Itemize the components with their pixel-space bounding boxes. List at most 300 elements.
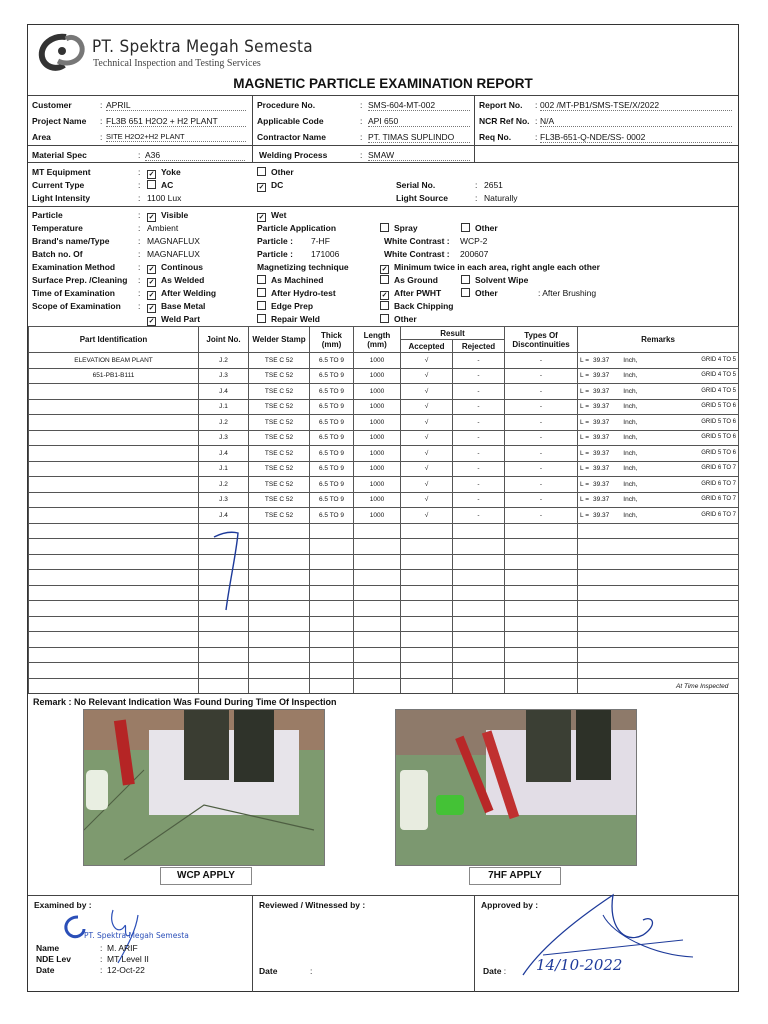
table-footnote: At Time Inspected	[676, 683, 729, 690]
checkbox-checked-icon: ✓	[258, 184, 265, 191]
welding-label: Welding Process	[259, 150, 328, 160]
empty-cell	[453, 554, 505, 570]
cell-acc: √	[401, 399, 453, 415]
checkbox-icon	[257, 288, 266, 297]
req-label: Req No.	[479, 132, 512, 142]
cell-joint: J.2	[199, 353, 249, 369]
remark-len: 39.37	[593, 418, 610, 426]
cell-part	[29, 430, 199, 446]
cell-rej: -	[453, 477, 505, 493]
remark-unit: Inch,	[623, 418, 638, 426]
nde-level: MT Level II	[107, 954, 149, 964]
serial-label: Serial No.	[396, 180, 436, 190]
req-value: FL3B-651-Q-NDE/SS- 0002	[540, 132, 732, 143]
cell-remarks	[578, 508, 739, 524]
surface-prep-label: Surface Prep. /Cleaning	[32, 275, 128, 285]
remark-len: 39.37	[593, 465, 610, 473]
cell-stamp: TSE C 52	[249, 508, 310, 524]
cell-joint: J.1	[199, 461, 249, 477]
report-sheet: PT. Spektra Megah Semesta Technical Inspection and Testing Services MAGNETIC PARTICLE EXAMINATION REPORT Customer : APRIL Project Name : FL3B 651 H2O2 + H2 PLANT Area : SITE H2O2+H2 PLANT Procedure No. : SMS-604-MT-002 Applicable Code : API 650 Contractor Name : PT. TIMAS SUPLINDO Report No. : 002 /MT-PB1/SMS-TSE/X/2022 NCR Ref No. : N/A Req No. : FL3B-651-Q-NDE/SS- 0002 Material Spec : A36 Welding Process : SMAW MT Equipment : ✓ Yoke Other Current Type : AC ✓ DC Serial No. : 2651 Light Intensity : 1100 Lux Light Source : Naturally Particle : ✓ Visible ✓ Wet Temperature : Ambient Particle Application Spray Other Brand's name/Type : MAGNAFLUX Particle : 7-HF White Contrast : WCP-2 Batch no. Of : MAGNAFLUX Particle : 171006 White Contrast : 200607 Examination Method : ✓ Continous Magnetizing technique ✓ Minimum twice in each area, right angle each other Surface Prep. /Cleaning : ✓ As Welded As Machined As Ground Solvent Wipe Time of Examination : ✓ After Welding After Hydro-test ✓ After PWHT Other : After Brushing Scope of Examination : ✓ Base Metal Edge Prep Back Chipping ✓ Weld Part Repair Weld Other Part Identification Joint No. Welder Stamp Thick (mm) Length (mm) Result Types Of Discontinuities Remarks Accepted Rejected ELEVATION BEAM PLANT J.2 TSE C 52 6.5 TO 9 1000 √ - - L = 39.37 Inch, GRID 4 TO 5 651-PB1-B111 J.3 TSE C 52 6.5 TO 9 1000 √ - - L = 39.37 Inch, GRID 4 TO 5 J.4 TSE C 52 6.5 TO 9 1000 √ - - L = 39.37 Inch, GRID 4 TO 5 J.1 TSE C 52 6.5 TO 9 1000 √ - - L = 39.37 Inch, GRID 5 TO 6 J.2 TSE C 52 6.5 TO 9 1000 √ - - L = 39.37 Inch, GRID 5 TO 6 J.3 TSE C 52 6.5 TO 9 1000 √ - - L = 39.37 Inch, GRID 5 TO 6 J.4 TSE C 52 6.5 TO 9 1000 √ - - L = 39.37 Inch, GRID 5 TO 6 J.1 TSE C 52 6.5 TO 9 1000 √ - - L = 39.37 Inch, GRID 6 TO 7 J.2 TSE C 52 6.5 TO 9 1000 √ - - L = 39.37 Inch, GRID 6 TO 7 J.3 TSE C 52 6.5 TO 9 1000 √ - - L = 39.37 Inch, GRID 6 TO 7 J.4 TSE C 52 6.5 TO 9 1000 √ - - L = 39.37 Inch, GRID 6 TO 7 At Time Inspected Remark : No Relevant Indication Was Found During Time Of Inspection WCP APPLY 7HF APPLY Examined by : Reviewed / Witnessed by : Approved by : PT. Spektra Megah Semesta Name : M. ARIF NDE Lev : MT Level II Date : 12-Oct-22 Date : Date : 14/10-2022	[27, 24, 739, 992]
header-length: Length (mm)	[354, 327, 401, 353]
remark-grid: GRID 5 TO 6	[701, 449, 737, 456]
cell-part	[29, 477, 199, 493]
empty-cell	[401, 616, 453, 632]
empty-cell	[401, 554, 453, 570]
cell-part	[29, 461, 199, 477]
remark-grid: GRID 4 TO 5	[701, 387, 737, 394]
empty-cell	[453, 663, 505, 679]
remark-grid: GRID 5 TO 6	[701, 434, 737, 441]
empty-cell	[453, 616, 505, 632]
empty-cell	[354, 585, 401, 601]
empty-cell	[505, 554, 578, 570]
empty-cell	[29, 570, 199, 586]
checkbox-icon	[461, 223, 470, 232]
visible-option: ✓ Visible	[148, 210, 189, 221]
contractor-value: PT. TIMAS SUPLINDO	[368, 132, 470, 143]
empty-cell	[29, 632, 199, 648]
yoke-option: ✓ Yoke	[148, 167, 181, 178]
customer-label: Customer	[32, 100, 72, 110]
cell-type: -	[505, 399, 578, 415]
divider	[474, 895, 475, 992]
empty-cell	[310, 601, 354, 617]
cell-remarks	[578, 399, 739, 415]
empty-cell	[29, 523, 199, 539]
empty-cell	[453, 523, 505, 539]
empty-cell	[401, 585, 453, 601]
particle-type-value: 7-HF	[311, 236, 330, 246]
cell-acc: √	[401, 353, 453, 369]
remark-l: L =	[580, 418, 589, 426]
cell-length: 1000	[354, 446, 401, 462]
empty-cell	[401, 678, 453, 694]
remark-len: 39.37	[593, 372, 610, 380]
photo-7hf-apply	[395, 709, 637, 866]
cell-joint: J.4	[199, 446, 249, 462]
header-result: Result	[401, 327, 505, 340]
temperature-value: Ambient	[147, 223, 179, 233]
remark-grid: GRID 6 TO 7	[701, 465, 737, 472]
empty-cell	[354, 678, 401, 694]
light-source-label: Light Source	[396, 193, 448, 203]
particle-batch-value: 171006	[311, 249, 340, 259]
header-types: Types Of Discontinuities	[505, 327, 578, 353]
cell-remarks	[578, 415, 739, 431]
cell-acc: √	[401, 477, 453, 493]
remark-unit: Inch,	[623, 403, 638, 411]
cell-part: 651-PB1-B111	[29, 368, 199, 384]
empty-cell	[401, 523, 453, 539]
empty-cell	[578, 585, 739, 601]
cell-remarks	[578, 430, 739, 446]
cell-acc: √	[401, 461, 453, 477]
empty-cell	[505, 678, 578, 694]
ncr-label: NCR Ref No.	[479, 116, 530, 126]
welding-value: SMAW	[368, 150, 470, 161]
table-row	[29, 415, 739, 431]
empty-table-row	[29, 585, 739, 601]
remark-unit: Inch,	[623, 387, 638, 395]
cell-rej: -	[453, 430, 505, 446]
project-label: Project Name	[32, 116, 87, 126]
remark-l: L =	[580, 449, 589, 457]
cell-type: -	[505, 368, 578, 384]
contractor-label: Contractor Name	[257, 132, 326, 142]
ncr-value: N/A	[540, 116, 732, 127]
examination-method-label: Examination Method	[32, 262, 116, 272]
empty-cell	[199, 678, 249, 694]
material-value: A36	[145, 150, 245, 161]
other-scope-option: Other	[380, 314, 417, 324]
cell-stamp: TSE C 52	[249, 461, 310, 477]
base-metal-option: ✓ Base Metal	[148, 301, 206, 312]
checkbox-checked-icon: ✓	[381, 266, 388, 273]
empty-cell	[354, 539, 401, 555]
cell-remarks	[578, 492, 739, 508]
divider	[28, 162, 738, 163]
photo-7hf-image	[396, 710, 636, 865]
remark-len: 39.37	[593, 403, 610, 411]
after-welding-option: ✓ After Welding	[148, 288, 217, 299]
empty-cell	[249, 523, 310, 539]
empty-cell	[29, 585, 199, 601]
empty-cell	[578, 554, 739, 570]
cell-rej: -	[453, 461, 505, 477]
procedure-value: SMS-604-MT-002	[368, 100, 470, 111]
checkbox-checked-icon: ✓	[148, 214, 155, 221]
cell-length: 1000	[354, 399, 401, 415]
divider	[252, 895, 253, 992]
empty-cell	[249, 539, 310, 555]
divider	[28, 95, 738, 96]
empty-cell	[505, 523, 578, 539]
cell-remarks	[578, 461, 739, 477]
cell-acc: √	[401, 430, 453, 446]
cell-type: -	[505, 415, 578, 431]
particle-type-label: Particle :	[257, 236, 293, 246]
after-pwht-option: ✓ After PWHT	[381, 288, 442, 299]
remark-text: Remark : No Relevant Indication Was Found During Time Of Inspection	[33, 697, 337, 707]
empty-cell	[29, 647, 199, 663]
empty-cell	[310, 523, 354, 539]
report-title: MAGNETIC PARTICLE EXAMINATION REPORT	[233, 76, 533, 91]
empty-cell	[401, 647, 453, 663]
remark-unit: Inch,	[623, 496, 638, 504]
empty-table-row	[29, 601, 739, 617]
other-application-option: Other	[461, 223, 498, 233]
cell-remarks	[578, 368, 739, 384]
remark-len: 39.37	[593, 449, 610, 457]
cell-thick: 6.5 TO 9	[310, 399, 354, 415]
remark-unit: Inch,	[623, 449, 638, 457]
remark-grid: GRID 5 TO 6	[701, 418, 737, 425]
empty-table-row	[29, 632, 739, 648]
table-row	[29, 430, 739, 446]
procedure-label: Procedure No.	[257, 100, 316, 110]
remark-unit: Inch,	[623, 511, 638, 519]
empty-table-row	[29, 554, 739, 570]
cell-stamp: TSE C 52	[249, 492, 310, 508]
remark-unit: Inch,	[623, 480, 638, 488]
wet-option: ✓ Wet	[258, 210, 287, 221]
empty-cell	[505, 616, 578, 632]
empty-cell	[29, 554, 199, 570]
cell-thick: 6.5 TO 9	[310, 492, 354, 508]
cell-thick: 6.5 TO 9	[310, 446, 354, 462]
empty-cell	[453, 601, 505, 617]
mt-equipment-label: MT Equipment	[32, 167, 91, 177]
cell-thick: 6.5 TO 9	[310, 508, 354, 524]
cell-part	[29, 399, 199, 415]
cell-rej: -	[453, 399, 505, 415]
brand-label: Brand's name/Type	[32, 236, 110, 246]
edge-prep-option: Edge Prep	[257, 301, 313, 311]
empty-cell	[29, 539, 199, 555]
checkbox-checked-icon: ✓	[381, 292, 388, 299]
company-name: PT. Spektra Megah Semesta	[92, 37, 313, 57]
empty-cell	[401, 539, 453, 555]
header-part: Part Identification	[29, 327, 199, 353]
minimum-option: ✓ Minimum twice in each area, right angle each other	[381, 262, 600, 273]
cell-length: 1000	[354, 353, 401, 369]
cell-acc: √	[401, 368, 453, 384]
cell-thick: 6.5 TO 9	[310, 430, 354, 446]
empty-cell	[310, 647, 354, 663]
photo-wcp-image	[84, 710, 324, 865]
approval-date: 14/10-2022	[536, 956, 623, 974]
empty-cell	[453, 678, 505, 694]
empty-cell	[310, 554, 354, 570]
area-label: Area	[32, 132, 51, 142]
company-logo-icon	[36, 31, 88, 75]
empty-cell	[453, 632, 505, 648]
remark-l: L =	[580, 356, 589, 364]
remark-unit: Inch,	[623, 356, 638, 364]
header-thick: Thick (mm)	[310, 327, 354, 353]
table-row	[29, 368, 739, 384]
empty-cell	[249, 663, 310, 679]
magnetizing-technique-label: Magnetizing technique	[257, 262, 349, 272]
empty-cell	[578, 570, 739, 586]
empty-cell	[354, 601, 401, 617]
cell-stamp: TSE C 52	[249, 430, 310, 446]
cell-length: 1000	[354, 384, 401, 400]
empty-cell	[249, 647, 310, 663]
cell-remarks	[578, 477, 739, 493]
empty-table-row	[29, 678, 739, 694]
ac-option: AC	[147, 180, 173, 190]
cell-stamp: TSE C 52	[249, 446, 310, 462]
cell-part	[29, 446, 199, 462]
cell-type: -	[505, 461, 578, 477]
cell-rej: -	[453, 508, 505, 524]
examiner-name: M. ARIF	[107, 943, 138, 953]
empty-cell	[401, 632, 453, 648]
code-label: Applicable Code	[257, 116, 324, 126]
particle-label: Particle	[32, 210, 63, 220]
as-machined-option: As Machined	[257, 275, 323, 285]
remark-len: 39.37	[593, 387, 610, 395]
code-value: API 650	[368, 116, 470, 127]
continous-option: ✓ Continous	[148, 262, 204, 273]
photo-wcp-apply	[83, 709, 325, 866]
checkbox-icon	[461, 275, 470, 284]
cell-length: 1000	[354, 461, 401, 477]
cell-stamp: TSE C 52	[249, 384, 310, 400]
examiner-stamp-company: PT. Spektra Megah Semesta	[84, 931, 189, 940]
empty-cell	[249, 678, 310, 694]
remark-l: L =	[580, 465, 589, 473]
cell-joint: J.2	[199, 477, 249, 493]
divider	[28, 693, 738, 694]
particle-batch-label: Particle :	[257, 249, 293, 259]
empty-cell	[578, 539, 739, 555]
white-contrast-type-value: WCP-2	[460, 236, 488, 246]
table-row	[29, 461, 739, 477]
cell-remarks	[578, 384, 739, 400]
cell-acc: √	[401, 415, 453, 431]
remark-l: L =	[580, 496, 589, 504]
empty-cell	[310, 678, 354, 694]
light-source-value: Naturally	[484, 193, 518, 203]
remark-len: 39.37	[593, 496, 610, 504]
report-value: 002 /MT-PB1/SMS-TSE/X/2022	[540, 100, 732, 111]
empty-cell	[310, 570, 354, 586]
checkbox-icon	[257, 275, 266, 284]
remark-l: L =	[580, 511, 589, 519]
cell-acc: √	[401, 446, 453, 462]
header-joint: Joint No.	[199, 327, 249, 353]
cell-stamp: TSE C 52	[249, 353, 310, 369]
date-label: Date	[36, 965, 55, 975]
weld-part-option: ✓ Weld Part	[148, 314, 201, 325]
empty-cell	[578, 647, 739, 663]
empty-cell	[401, 663, 453, 679]
checkbox-icon	[380, 223, 389, 232]
cell-rej: -	[453, 384, 505, 400]
empty-cell	[505, 632, 578, 648]
empty-cell	[249, 554, 310, 570]
results-table	[28, 326, 739, 694]
report-label: Report No.	[479, 100, 523, 110]
cell-type: -	[505, 477, 578, 493]
empty-cell	[310, 616, 354, 632]
empty-cell	[453, 585, 505, 601]
cell-acc: √	[401, 508, 453, 524]
cell-rej: -	[453, 492, 505, 508]
remark-grid: GRID 6 TO 7	[701, 496, 737, 503]
remark-len: 39.37	[593, 511, 610, 519]
empty-table-row	[29, 539, 739, 555]
empty-cell	[199, 616, 249, 632]
checkbox-icon	[380, 314, 389, 323]
cell-remarks	[578, 446, 739, 462]
solvent-wipe-option: Solvent Wipe	[461, 275, 528, 285]
other-option: Other	[257, 167, 294, 177]
light-intensity-label: Light Intensity	[32, 193, 91, 203]
cell-joint: J.4	[199, 384, 249, 400]
temperature-label: Temperature	[32, 223, 83, 233]
cell-part: ELEVATION BEAM PLANT	[29, 353, 199, 369]
checkbox-icon	[461, 288, 470, 297]
cell-length: 1000	[354, 508, 401, 524]
cell-length: 1000	[354, 430, 401, 446]
cell-rej: -	[453, 415, 505, 431]
empty-cell	[199, 647, 249, 663]
divider	[28, 206, 738, 207]
remark-len: 39.37	[593, 480, 610, 488]
cell-type: -	[505, 446, 578, 462]
empty-cell	[354, 616, 401, 632]
cell-length: 1000	[354, 368, 401, 384]
checkbox-icon	[257, 167, 266, 176]
cell-part	[29, 492, 199, 508]
cell-joint: J.3	[199, 492, 249, 508]
empty-cell	[310, 632, 354, 648]
brand-value: MAGNAFLUX	[147, 236, 200, 246]
remark-grid: GRID 4 TO 5	[701, 372, 737, 379]
cell-stamp: TSE C 52	[249, 477, 310, 493]
remark-grid: GRID 6 TO 7	[701, 511, 737, 518]
table-row	[29, 492, 739, 508]
caption-wcp-apply: WCP APPLY	[160, 867, 252, 885]
checkbox-checked-icon: ✓	[258, 214, 265, 221]
empty-table-row	[29, 663, 739, 679]
other-time-option: Other	[461, 288, 498, 298]
cell-part	[29, 508, 199, 524]
divider	[28, 145, 738, 146]
examined-by-label: Examined by :	[34, 900, 92, 910]
results-body	[29, 353, 739, 694]
cell-part	[29, 384, 199, 400]
cell-type: -	[505, 508, 578, 524]
remark-l: L =	[580, 480, 589, 488]
empty-cell	[199, 663, 249, 679]
cell-thick: 6.5 TO 9	[310, 477, 354, 493]
table-row	[29, 477, 739, 493]
caption-7hf-apply: 7HF APPLY	[469, 867, 561, 885]
empty-cell	[505, 585, 578, 601]
empty-cell	[29, 663, 199, 679]
checkbox-checked-icon: ✓	[148, 171, 155, 178]
empty-cell	[505, 570, 578, 586]
cell-joint: J.3	[199, 368, 249, 384]
as-ground-option: As Ground	[380, 275, 438, 285]
examined-date: 12-Oct-22	[107, 965, 145, 975]
cell-acc: √	[401, 384, 453, 400]
empty-cell	[354, 570, 401, 586]
empty-cell	[578, 663, 739, 679]
white-contrast-batch-label: White Contrast :	[384, 249, 450, 259]
particle-application-label: Particle Application	[257, 223, 337, 233]
empty-cell	[453, 647, 505, 663]
empty-cell	[578, 632, 739, 648]
cell-joint: J.4	[199, 508, 249, 524]
remark-unit: Inch,	[623, 465, 638, 473]
white-contrast-batch-value: 200607	[460, 249, 489, 259]
spray-option: Spray	[380, 223, 418, 233]
empty-cell	[199, 632, 249, 648]
cell-thick: 6.5 TO 9	[310, 353, 354, 369]
project-value: FL3B 651 H2O2 + H2 PLANT	[106, 116, 246, 127]
area-value: SITE H2O2+H2 PLANT	[106, 132, 246, 142]
checkbox-checked-icon: ✓	[148, 279, 155, 286]
cell-stamp: TSE C 52	[249, 399, 310, 415]
time-of-examination-label: Time of Examination	[32, 288, 115, 298]
cell-length: 1000	[354, 492, 401, 508]
cell-thick: 6.5 TO 9	[310, 368, 354, 384]
